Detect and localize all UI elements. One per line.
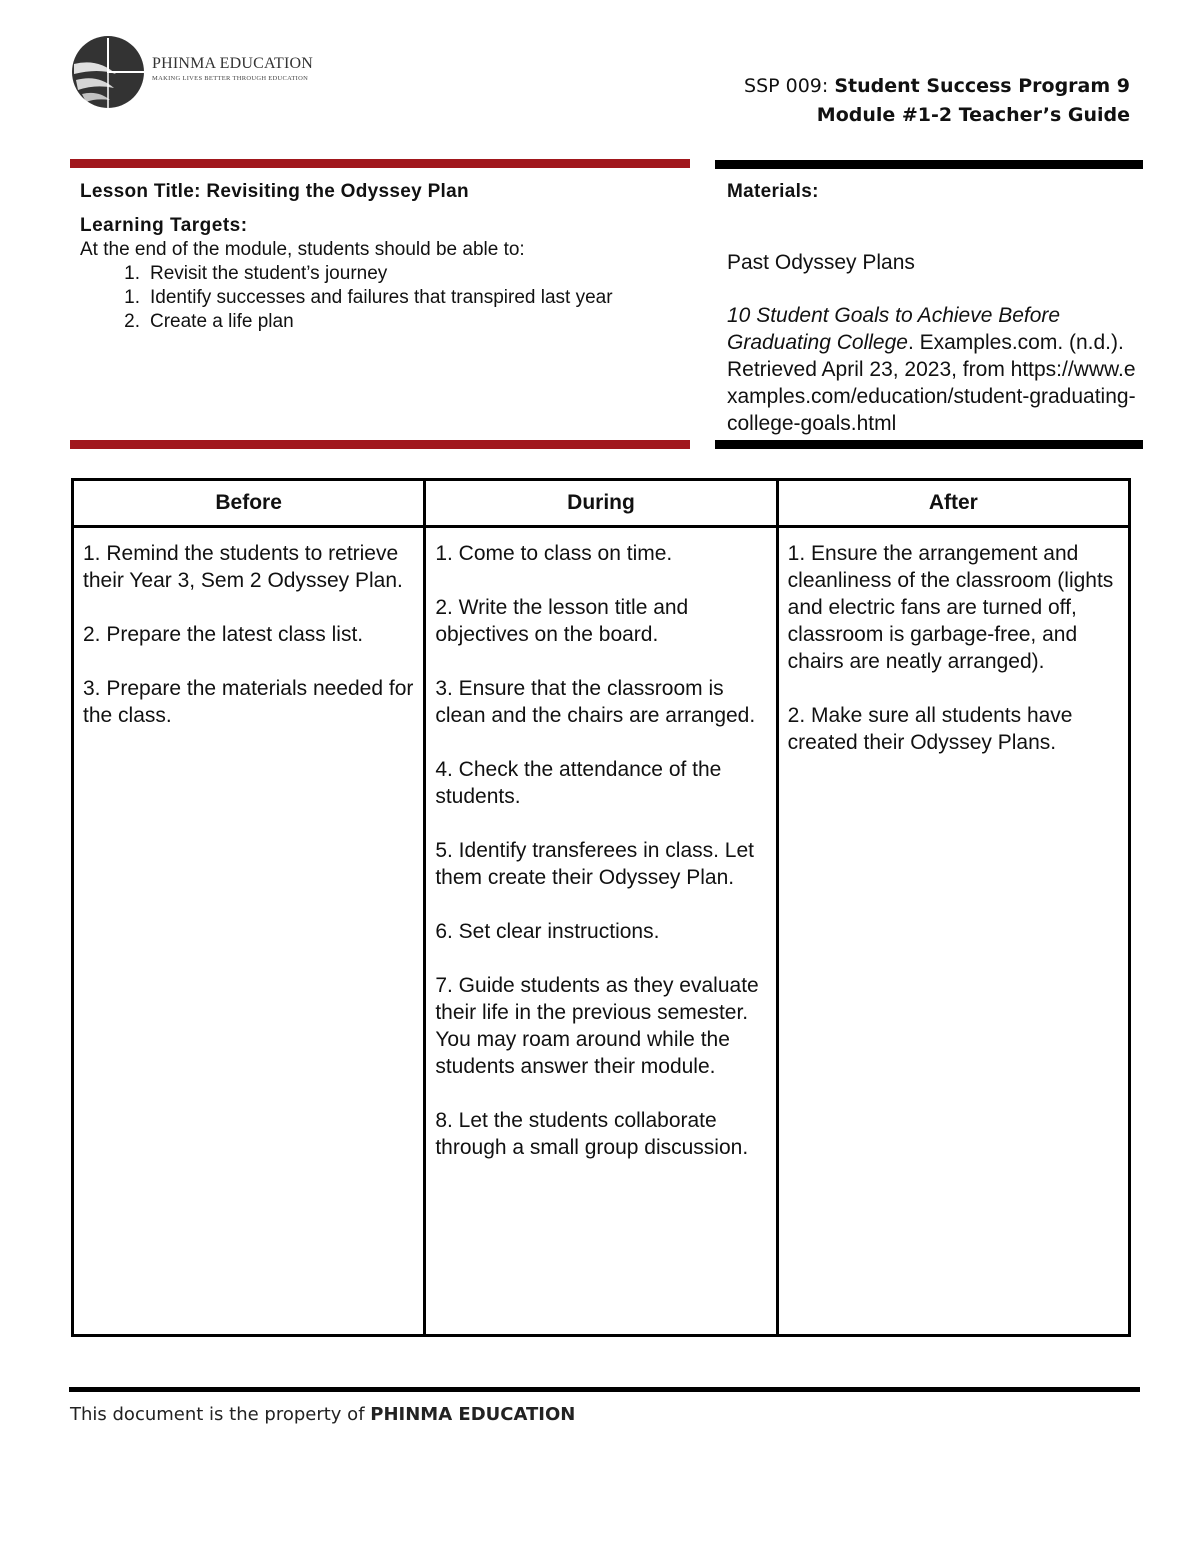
before-step: 1. Remind the students to retrieve their Year 3, Sem 2 Odyssey Plan.: [83, 542, 403, 592]
document-header: [744, 72, 1130, 130]
during-step: 7. Guide students as they evaluate their life in the previous semester. You may roam around while the students answer their module.: [435, 974, 759, 1078]
learning-targets-label: Learning Targets:: [80, 215, 248, 236]
before-step: 3. Prepare the materials needed for the class.: [83, 677, 414, 727]
bottom-black-divider: [715, 440, 1143, 449]
course-line: [744, 72, 1130, 101]
footer-divider: [69, 1387, 1140, 1392]
materials-reference: [727, 302, 1142, 437]
footer-prefix: This document is the property of: [70, 1404, 371, 1425]
column-header-after: After: [777, 480, 1129, 527]
after-step: 2. Make sure all students have created their Odyssey Plans.: [787, 704, 1073, 754]
learning-target-item: 1. Identify successes and failures that transpired last year: [124, 287, 613, 308]
lesson-section: [80, 180, 690, 334]
footer-owner: PHINMA EDUCATION: [370, 1404, 576, 1425]
reference-citation: . Examples.com. (n.d.). Retrieved April 23, 2023, from https://www.examples.com/education/student-graduating-college-goals.html: [727, 331, 1136, 435]
lesson-plan-table: [71, 478, 1131, 1337]
column-header-during: During: [425, 480, 777, 527]
course-code: SSP 009:: [744, 75, 829, 97]
phinma-logo: [68, 34, 328, 112]
module-line: [744, 101, 1130, 130]
before-step: 2. Prepare the latest class list.: [83, 623, 364, 646]
table-row: [73, 527, 1130, 1336]
during-step: 1. Come to class on time.: [435, 542, 673, 565]
after-cell: [777, 527, 1129, 1336]
brand-tagline: MAKING LIVES BETTER THROUGH EDUCATION: [152, 75, 309, 82]
top-black-divider: [715, 160, 1143, 169]
during-step: 5. Identify transferees in class. Let them create their Odyssey Plan.: [435, 839, 754, 889]
learning-target-item: 2. Create a life plan: [124, 311, 294, 332]
table-header-row: [73, 480, 1130, 527]
materials-label: Materials:: [727, 181, 819, 202]
bottom-red-divider: [70, 440, 690, 449]
before-cell: [73, 527, 425, 1336]
column-header-before: Before: [73, 480, 425, 527]
during-step: 8. Let the students collaborate through a small group discussion.: [435, 1109, 749, 1159]
lesson-title: Lesson Title: Revisiting the Odyssey Plan: [80, 181, 469, 202]
top-red-divider: [70, 159, 690, 168]
during-cell: [425, 527, 777, 1336]
during-step: 2. Write the lesson title and objectives on the board.: [435, 596, 689, 646]
phinma-globe-icon: [68, 34, 150, 112]
learning-target-item: 1. Revisit the student’s journey: [124, 263, 388, 284]
during-step: 3. Ensure that the classroom is clean and the chairs are arranged.: [435, 677, 756, 727]
materials-section: [727, 180, 1142, 437]
brand-name: PHINMA EDUCATION: [152, 55, 313, 72]
during-step: 6. Set clear instructions.: [435, 920, 660, 943]
module-title: Module #1-2 Teacher’s Guide: [816, 104, 1130, 126]
reference-title: 10 Student Goals to Achieve Before Graduating College: [727, 304, 1061, 354]
learning-targets-intro: At the end of the module, students should be able to:: [80, 239, 525, 260]
after-step: 1. Ensure the arrangement and cleanliness of the classroom (lights and electric fans are turned off, classroom is garbage-free, and chairs are neatly arranged).: [787, 542, 1114, 673]
course-name: Student Success Program 9: [834, 75, 1130, 97]
materials-item: Past Odyssey Plans: [727, 251, 915, 274]
learning-targets-list: [80, 262, 690, 334]
during-step: 4. Check the attendance of the students.: [435, 758, 722, 808]
footer-note: [70, 1404, 575, 1425]
